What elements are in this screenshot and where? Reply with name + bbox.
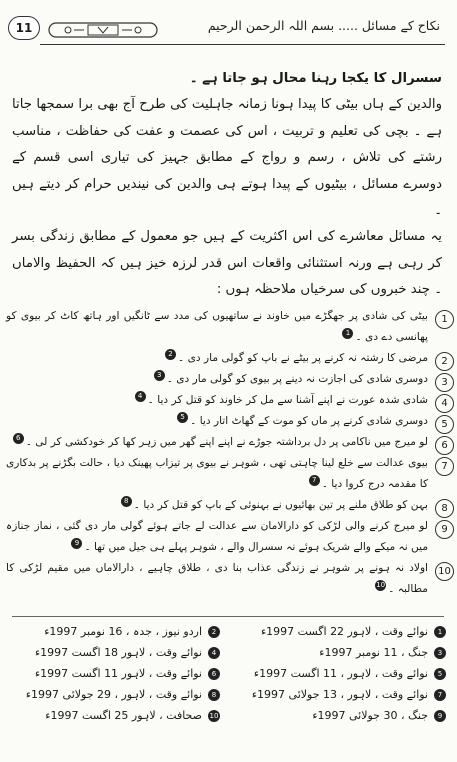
footnote-source: جنگ ، 11 نومبر 1997ء — [319, 646, 428, 659]
footnote-source: نوائے وقت ، لاہور 22 اگست 1997ء — [260, 625, 428, 638]
footnote-reference — [12, 664, 220, 684]
footnote-number: 5 — [434, 668, 446, 680]
running-header-title: نکاح کے مسائل ..... بسم اللہ الرحمن الرحیم — [207, 18, 440, 33]
footnote-number: 1 — [434, 626, 446, 638]
footnote-references — [12, 622, 446, 726]
item-number: 9 — [435, 520, 454, 539]
news-headline: اولاد نہ ہونے پر شوہر نے زندگی عذاب بنا دی ، طلاق چاہیے ، دارالاماں میں مقیم لڑکی کا مطالبہ ۔ — [6, 562, 428, 595]
footnote-number: 8 — [208, 689, 220, 701]
item-number: 2 — [435, 352, 454, 371]
footnote-number: 10 — [209, 712, 219, 720]
decorative-ornament-icon — [48, 20, 158, 40]
paragraph-2: والدین کے ہاں بیٹی کا پیدا ہونا زمانہ جاہلیت کی طرح آج بھی برا سمجھا جاتا ہے ۔ بچی کی تعلیم و تربیت ، اس کی عصمت و عفت کی حفاظت ، مناسب رشتے کی تلاش ، رسم و رواج کے مطابق جہیز کی تیاری اسی قسم کے دوسرے مسائل ، بیٹیوں کے پیدا ہوتے ہی والدین کی نیندیں حرام کر دیتے ہیں ۔ — [12, 97, 442, 219]
footnote-number: 3 — [434, 647, 446, 659]
news-item — [6, 453, 454, 495]
footnote-source: صحافت ، لاہور 25 اگست 1997ء — [45, 709, 202, 722]
news-headline: بہن کو طلاق ملنے پر تین بھائیوں نے بہنوئی کے باپ کو قتل کر دیا ۔ — [133, 499, 428, 511]
news-item — [6, 432, 454, 453]
news-item — [6, 516, 454, 558]
news-headline: لو میرج کرنے والی لڑکی کو دارالامان سے عدالت لے جاتے ہوئے گولی مار دی گئی ، نماز جنازہ میں نہ میکے والے شریک ہوئے نہ سسرال والے ، شوہر پہلے ہی جیل میں تھا ۔ — [6, 520, 428, 553]
item-number: 5 — [435, 415, 454, 434]
news-item — [6, 558, 454, 600]
footnote-reference — [238, 685, 446, 705]
footnote-reference — [238, 643, 446, 663]
news-headline: دوسری شادی کی اجازت نہ دینے پر بیوی کو گولی مار دی ۔ — [166, 373, 428, 385]
news-headline: لو میرج میں ناکامی پر دل برداشتہ جوڑے نے اپنے اپنے گھر میں زہر کھا کر خودکشی کر لی ۔ — [25, 436, 428, 448]
footnote-marker: 8 — [121, 496, 132, 507]
news-item — [6, 411, 454, 432]
news-item — [6, 390, 454, 411]
news-headline: شادی شدہ عورت نے اپنے آشنا سے مل کر خاوند کو قتل کر دیا ۔ — [147, 394, 428, 406]
body-text — [12, 66, 442, 304]
item-number: 3 — [435, 373, 454, 392]
footnote-reference — [12, 622, 220, 642]
footnote-number: 6 — [208, 668, 220, 680]
footnote-reference — [238, 706, 446, 726]
paragraph-3: یہ مسائل معاشرے کی اس اکثریت کے ہیں جو معمول کے مطابق زندگی بسر کر رہی ہے ورنہ استثنائی واقعات اس قدر لرزہ خیز ہیں کہ الحفیظ والاماں ۔ چند خبروں کی سرخیاں ملاحظہ ہوں : — [12, 229, 442, 298]
news-item — [6, 495, 454, 516]
footnote-source: نوائے وقت ، لاہور ، 11 اگست 1997ء — [253, 667, 428, 680]
footnote-marker: 2 — [165, 349, 176, 360]
item-number: 7 — [435, 457, 454, 476]
item-number: 8 — [435, 499, 454, 518]
footnote-marker: 6 — [13, 433, 24, 444]
page-number: 11 — [8, 16, 40, 40]
paragraph-1: سسرال کا یکجا رہنا محال ہو جاتا ہے ۔ — [189, 71, 442, 86]
footnote-reference — [12, 643, 220, 663]
footnote-reference — [238, 622, 446, 642]
news-headlines-list — [6, 306, 454, 600]
header-divider — [40, 44, 445, 45]
footnote-marker: 7 — [309, 475, 320, 486]
footnote-number: 9 — [434, 710, 446, 722]
footnote-source: جنگ ، 30 جولائی 1997ء — [312, 709, 428, 722]
footnote-source: نوائے وقت ، لاہور ، 29 جولائی 1997ء — [25, 688, 202, 701]
item-number: 1 — [435, 310, 454, 329]
news-item — [6, 348, 454, 369]
footnote-divider — [12, 616, 444, 617]
footnote-number: 7 — [434, 689, 446, 701]
news-headline: دوسری شادی کرنے پر ماں کو موت کے گھاٹ اتار دیا ۔ — [190, 415, 428, 427]
item-number: 6 — [435, 436, 454, 455]
footnote-number: 4 — [208, 647, 220, 659]
news-headline: مرضی کا رشتہ نہ کرنے پر بیٹے نے باپ کو گولی مار دی ۔ — [178, 352, 428, 364]
footnote-marker: 1 — [342, 328, 353, 339]
footnote-source: نوائے وقت ، لاہور 18 اگست 1997ء — [34, 646, 202, 659]
footnote-reference — [238, 664, 446, 684]
footnote-marker: 3 — [154, 370, 165, 381]
news-item — [6, 306, 454, 348]
footnote-number: 2 — [208, 626, 220, 638]
news-headline: بیوی عدالت سے خلع لینا چاہتی تھی ، شوہر نے بیوی پر تیزاب پھینک دیا ، حالت بگڑنے پر بدکاری کا مقدمہ درج کروا دیا ۔ — [6, 457, 428, 490]
footnote-source: نوائے وقت ، لاہور ، 13 جولائی 1997ء — [251, 688, 428, 701]
footnote-marker: 5 — [177, 412, 188, 423]
item-number: 10 — [435, 562, 454, 581]
footnote-reference — [12, 706, 220, 726]
footnote-marker: 9 — [71, 538, 82, 549]
footnote-marker: 4 — [135, 391, 146, 402]
news-item — [6, 369, 454, 390]
item-number: 4 — [435, 394, 454, 413]
news-headline: بیٹی کی شادی پر جھگڑے میں خاوند نے ساتھیوں کی مدد سے ٹانگیں اور ہاتھ کاٹ کر بیوی کو پھانسی دے دی ۔ — [6, 310, 428, 343]
footnote-source: اردو نیوز ، جدہ ، 16 نومبر 1997ء — [44, 625, 202, 638]
footnote-reference — [12, 685, 220, 705]
footnote-source: نوائے وقت ، لاہور 11 اگست 1997ء — [34, 667, 202, 680]
footnote-marker: 10 — [376, 581, 386, 590]
